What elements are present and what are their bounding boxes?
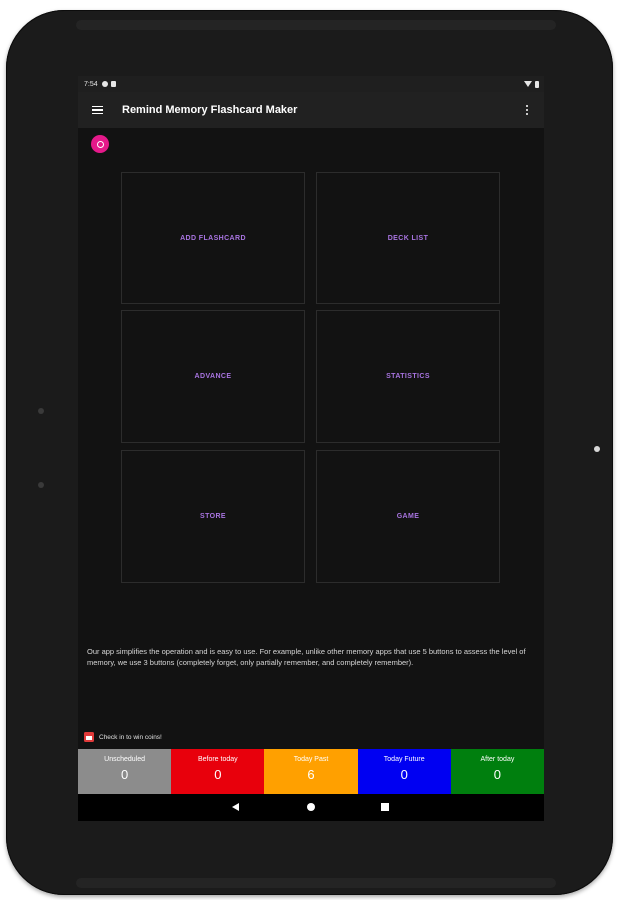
- clock-icon: [97, 141, 104, 148]
- stat-before-today[interactable]: [171, 749, 264, 794]
- add-flashcard-button[interactable]: [121, 172, 305, 304]
- tile-label: STATISTICS: [386, 373, 430, 380]
- overflow-menu-icon[interactable]: [526, 105, 528, 115]
- stat-label: Unscheduled: [104, 756, 146, 763]
- device-side-dot: [38, 482, 44, 488]
- stat-label: Before today: [197, 756, 238, 763]
- battery-icon: [535, 81, 539, 88]
- notification-icon: [102, 81, 108, 87]
- store-button[interactable]: [121, 450, 305, 583]
- stat-value: 6: [307, 767, 315, 782]
- device-sensor-dot: [594, 446, 600, 452]
- app-description: Our app simplifies the operation and is easy to use. For example, unlike other memory apps that use 5 buttons to assess the level of memory, we use 3 buttons (completely forget, only partially remember, and completely remember).: [87, 647, 526, 667]
- app-screen: [78, 76, 544, 821]
- checkin-link[interactable]: [84, 732, 162, 742]
- tile-label: DECK LIST: [387, 234, 429, 242]
- fab-button[interactable]: [91, 135, 109, 153]
- app-title: Remind Memory Flashcard Maker: [122, 104, 298, 116]
- stat-value: 0: [120, 767, 129, 782]
- sim-card-icon: [111, 81, 116, 87]
- checkin-text: Check in to win coins!: [99, 733, 162, 741]
- recents-icon[interactable]: [381, 803, 389, 811]
- stat-after-today[interactable]: [451, 749, 544, 794]
- advance-button[interactable]: [121, 310, 305, 443]
- navigation-bar: [78, 794, 544, 821]
- tile-label: ADD FLASHCARD: [180, 234, 246, 242]
- device-side-dot: [38, 408, 44, 414]
- stat-label: Today Future: [383, 756, 425, 763]
- statistics-button[interactable]: [316, 310, 500, 443]
- home-icon[interactable]: [307, 803, 315, 811]
- stat-label: After today: [480, 756, 515, 763]
- app-bar: [78, 92, 544, 128]
- stats-bar: [78, 749, 544, 794]
- device-top-speaker: [76, 20, 556, 30]
- tile-label: ADVANCE: [194, 373, 232, 380]
- stat-value: 0: [400, 767, 408, 782]
- calendar-icon: [84, 732, 94, 742]
- stat-today-future[interactable]: [358, 749, 451, 794]
- deck-list-button[interactable]: [316, 172, 500, 304]
- device-bottom-speaker: [76, 878, 556, 888]
- tile-label: STORE: [200, 513, 226, 520]
- status-bar: [78, 76, 544, 92]
- stat-value: 0: [214, 767, 222, 782]
- stat-unscheduled[interactable]: [78, 749, 171, 794]
- back-icon[interactable]: [232, 803, 239, 811]
- stat-today-past[interactable]: [264, 749, 357, 794]
- wifi-icon: [524, 81, 532, 87]
- status-time: 7:54: [84, 80, 98, 88]
- game-button[interactable]: [316, 450, 500, 583]
- stat-label: Today Past: [293, 756, 329, 763]
- stat-value: 0: [493, 767, 502, 782]
- tile-label: GAME: [396, 513, 420, 520]
- hamburger-menu-icon[interactable]: [92, 106, 103, 115]
